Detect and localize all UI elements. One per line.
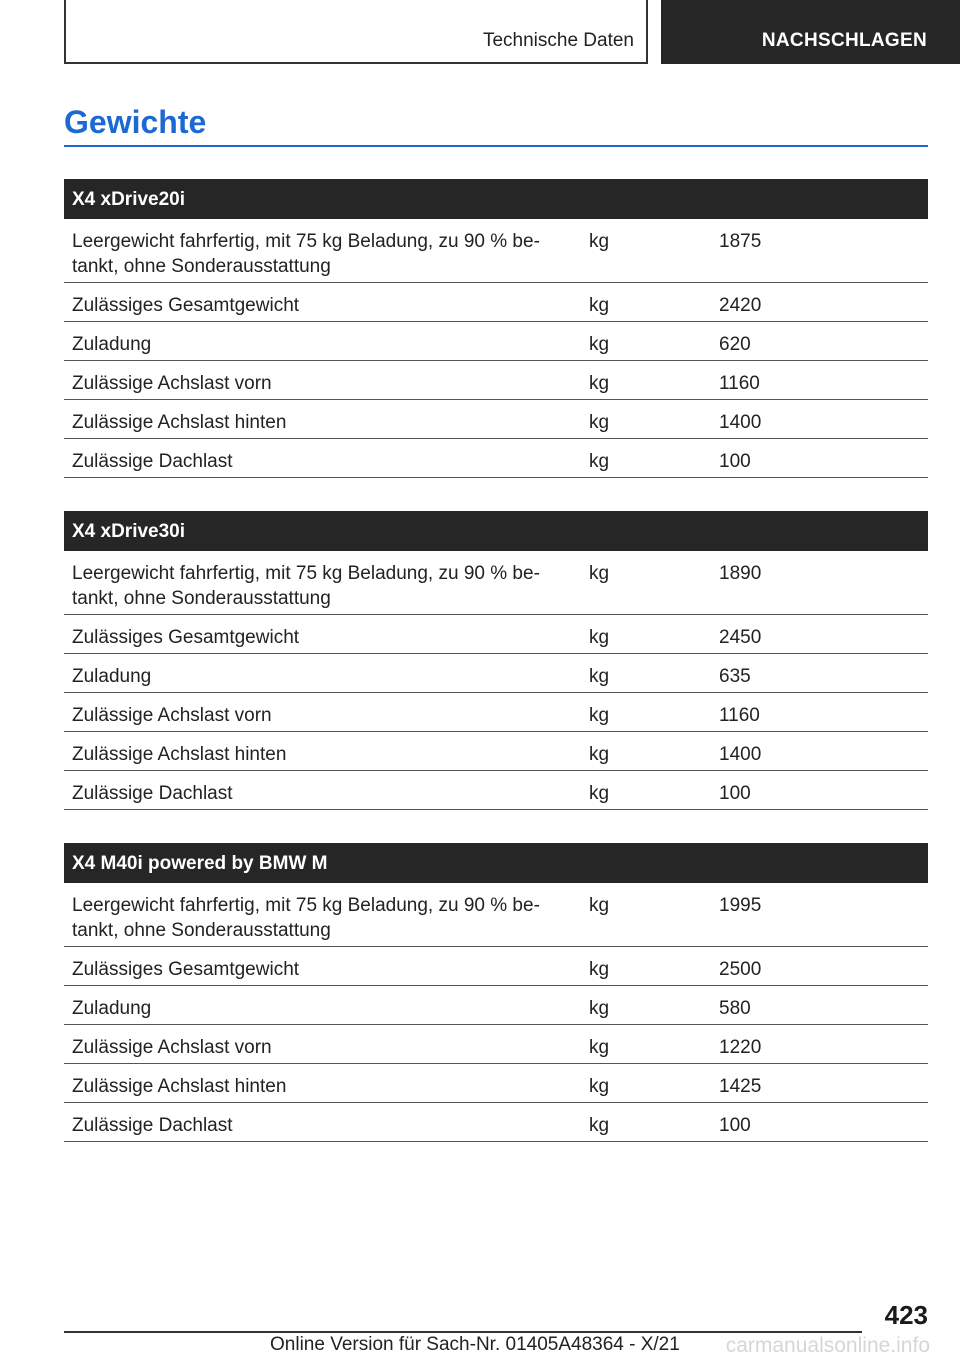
row-label: Zulässige Achslast hinten xyxy=(72,744,287,765)
table-row xyxy=(64,986,928,1025)
row-label: Zulässiges Gesamtgewicht xyxy=(72,959,300,980)
row-unit: kg xyxy=(589,998,610,1019)
table-row xyxy=(64,615,928,654)
table-row xyxy=(64,947,928,986)
row-unit: kg xyxy=(589,666,610,687)
row-value: 580 xyxy=(719,998,751,1019)
page-number: 423 xyxy=(884,1300,928,1330)
table-row xyxy=(64,1064,928,1103)
table-row xyxy=(64,693,928,732)
row-unit: kg xyxy=(589,959,610,980)
row-unit: kg xyxy=(589,1037,610,1058)
table-row xyxy=(64,654,928,693)
row-label: Zulässiges Gesamtgewicht xyxy=(72,627,300,648)
row-value: 635 xyxy=(719,666,751,687)
row-value: 1890 xyxy=(719,563,762,584)
row-label: Leergewicht fahrfertig, mit 75 kg Beladung, zu 90 % betankt, ohne Sonderausstattung xyxy=(72,563,540,609)
row-unit: kg xyxy=(589,231,610,252)
table-heading: X4 xDrive20i xyxy=(64,179,928,219)
table-row xyxy=(64,361,928,400)
table-heading: X4 M40i powered by BMW M xyxy=(64,843,928,883)
table-row xyxy=(64,732,928,771)
row-unit: kg xyxy=(589,295,610,316)
table-row xyxy=(64,1025,928,1064)
row-label: Zulässige Dachlast xyxy=(72,1115,233,1136)
weights-table-xdrive30i xyxy=(64,511,928,810)
title-divider xyxy=(64,145,928,147)
row-unit: kg xyxy=(589,334,610,355)
weights-table-xdrive20i xyxy=(64,179,928,478)
header-section-tab xyxy=(64,0,648,64)
row-value: 100 xyxy=(719,1115,751,1136)
row-value: 1160 xyxy=(719,705,760,726)
row-unit: kg xyxy=(589,563,610,584)
row-value: 1995 xyxy=(719,895,762,916)
table-row xyxy=(64,1103,928,1142)
weights-table-m40i xyxy=(64,843,928,1142)
row-value: 1400 xyxy=(719,412,762,433)
row-unit: kg xyxy=(589,895,610,916)
table-row xyxy=(64,771,928,810)
row-unit: kg xyxy=(589,1115,610,1136)
row-label: Zulässige Achslast vorn xyxy=(72,705,272,726)
table-row xyxy=(64,283,928,322)
row-label: Zulässige Dachlast xyxy=(72,451,233,472)
row-label: Zulässige Dachlast xyxy=(72,783,233,804)
table-row xyxy=(64,219,928,283)
table-row xyxy=(64,883,928,947)
table-row xyxy=(64,551,928,615)
table-row xyxy=(64,400,928,439)
page-title: Gewichte xyxy=(64,104,207,140)
row-value: 1400 xyxy=(719,744,762,765)
row-value: 2420 xyxy=(719,295,762,316)
row-value: 100 xyxy=(719,451,751,472)
row-label: Zulässige Achslast vorn xyxy=(72,373,272,394)
row-value: 100 xyxy=(719,783,751,804)
header-section-label: Technische Daten xyxy=(482,30,634,51)
row-unit: kg xyxy=(589,412,610,433)
row-label: Zulässiges Gesamtgewicht xyxy=(72,295,300,316)
row-label: Leergewicht fahrfertig, mit 75 kg Beladung, zu 90 % betankt, ohne Sonderausstattung xyxy=(72,231,540,277)
row-unit: kg xyxy=(589,783,610,804)
row-unit: kg xyxy=(589,627,610,648)
row-label: Zuladung xyxy=(72,666,152,687)
row-value: 1425 xyxy=(719,1076,762,1097)
footer-online-version: Online Version für Sach-Nr. 01405A48364 - X/21 xyxy=(270,1334,680,1355)
row-value: 1160 xyxy=(719,373,760,394)
row-unit: kg xyxy=(589,373,610,394)
row-unit: kg xyxy=(589,705,610,726)
row-label: Zulässige Achslast hinten xyxy=(72,412,287,433)
row-label: Zuladung xyxy=(72,334,152,355)
header-chapter-label: NACHSCHLAGEN xyxy=(761,30,927,51)
footer-divider xyxy=(64,1331,862,1333)
row-label: Zuladung xyxy=(72,998,152,1019)
row-value: 620 xyxy=(719,334,751,355)
row-value: 2500 xyxy=(719,959,762,980)
table-heading: X4 xDrive30i xyxy=(64,511,928,551)
row-label: Zulässige Achslast hinten xyxy=(72,1076,287,1097)
row-label: Zulässige Achslast vorn xyxy=(72,1037,272,1058)
row-unit: kg xyxy=(589,744,610,765)
watermark: carmanualsonline.info xyxy=(725,1334,930,1357)
header-chapter-tab xyxy=(661,0,960,64)
row-value: 2450 xyxy=(719,627,762,648)
table-row xyxy=(64,439,928,478)
row-value: 1220 xyxy=(719,1037,762,1058)
row-unit: kg xyxy=(589,451,610,472)
row-value: 1875 xyxy=(719,231,762,252)
table-row xyxy=(64,322,928,361)
row-unit: kg xyxy=(589,1076,610,1097)
row-label: Leergewicht fahrfertig, mit 75 kg Beladung, zu 90 % betankt, ohne Sonderausstattung xyxy=(72,895,540,941)
